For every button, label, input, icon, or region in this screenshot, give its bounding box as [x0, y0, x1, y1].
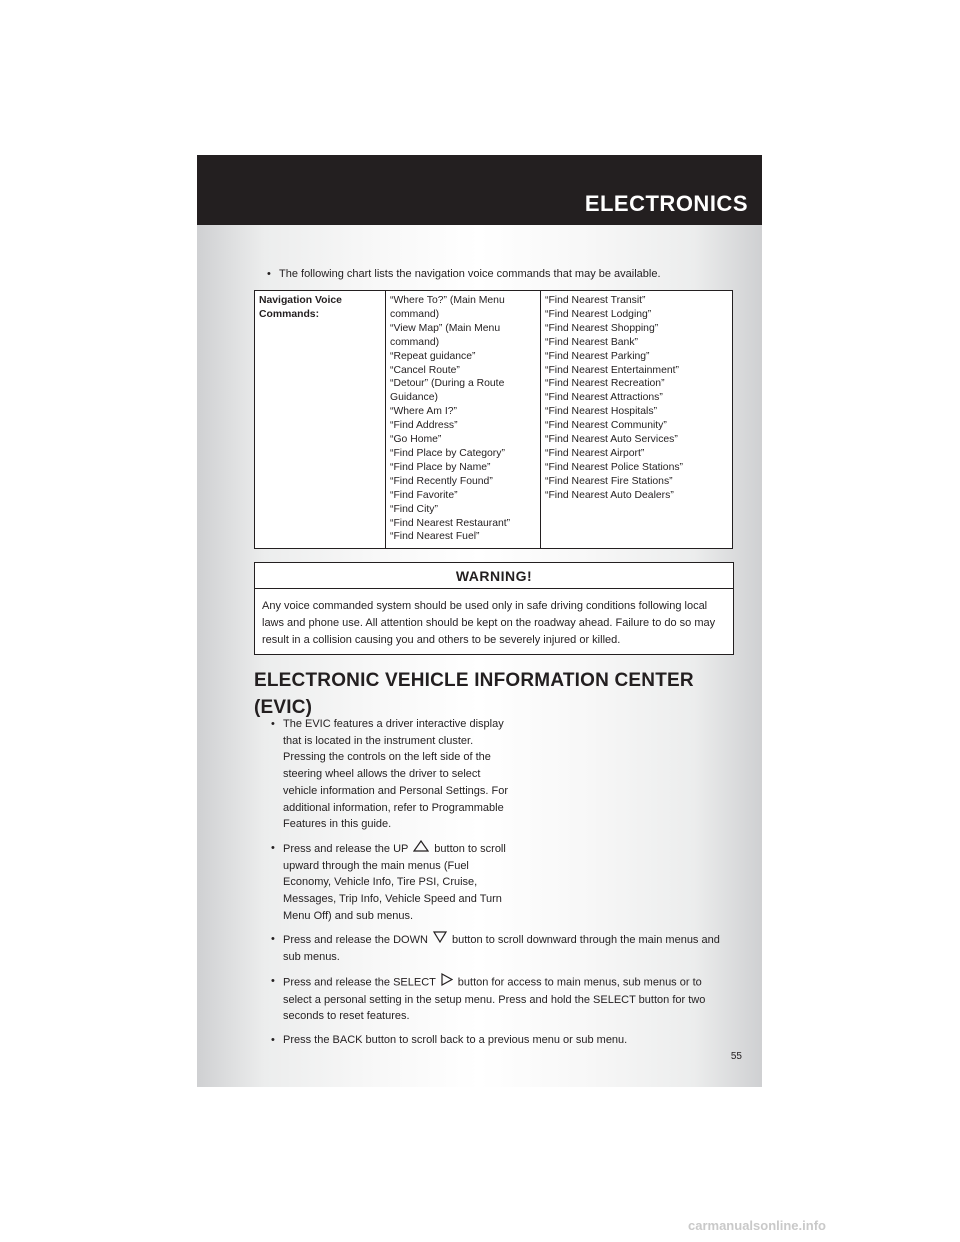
command-line: “Where Am I?”: [390, 406, 457, 418]
bullet-dot: •: [271, 718, 275, 730]
warning-body: Any voice commanded system should be used only in safe driving conditions following local laws and phone use. All attention should be kept on the roadway ahead. Failure to do so may result in a collision causing you and others to be severely injured or killed.: [262, 600, 716, 646]
command-line: “Find Nearest Entertainment”: [545, 364, 679, 376]
bullet-text: Press and release the SELECT: [283, 976, 436, 989]
command-line: “Find Nearest Recreation”: [545, 378, 665, 390]
command-line: “Cancel Route”: [390, 364, 460, 376]
watermark-footer: carmanualsonline.info: [688, 1218, 826, 1233]
section-title: [254, 667, 734, 721]
command-line: “Find Nearest Auto Services”: [545, 434, 678, 446]
command-line: “View Map” (Main Menu: [390, 322, 501, 334]
command-line: “Find Nearest Parking”: [545, 350, 650, 362]
command-line: “Where To?” (Main Menu: [390, 295, 505, 306]
command-line: “Repeat guidance”: [390, 350, 476, 362]
down-arrow-icon: [433, 931, 447, 949]
bullet-dot: •: [271, 933, 275, 946]
command-line: “Find Nearest Bank”: [545, 336, 638, 348]
command-line: “Detour” (During a Route: [390, 378, 505, 390]
command-line: “Find Favorite”: [390, 489, 458, 501]
right-arrow-icon: [441, 973, 453, 992]
command-line: “Find Nearest Restaurant”: [390, 517, 511, 529]
command-line: command): [390, 308, 440, 320]
section-title-line: ELECTRONIC VEHICLE INFORMATION CENTER: [254, 670, 694, 691]
intro-bullet: [267, 268, 661, 280]
table-label-line: Navigation Voice: [259, 295, 342, 306]
list-item: [267, 931, 727, 965]
command-line: “Find Nearest Hospitals”: [545, 406, 658, 418]
command-line: “Find Nearest Attractions”: [545, 392, 663, 404]
bullet-dot: •: [271, 841, 275, 854]
command-line: “Find Nearest Transit”: [545, 295, 646, 306]
command-line: “Find Nearest Shopping”: [545, 322, 659, 334]
bullet-dot: •: [267, 268, 271, 280]
section-header-title: ELECTRONICS: [584, 191, 748, 216]
command-line: “Find City”: [390, 503, 438, 515]
table-label-line: Commands:: [259, 308, 320, 320]
warning-box: [254, 562, 734, 655]
command-line: “Find Nearest Auto Dealers”: [545, 489, 674, 501]
command-line: “Find Address”: [390, 420, 458, 432]
voice-commands-table: [254, 290, 733, 549]
command-line: Guidance): [390, 392, 438, 404]
section-title-line: (EVIC): [254, 697, 313, 718]
command-line: command): [390, 336, 440, 348]
bullet-dot: •: [271, 1033, 275, 1046]
table-commands-column-2: [541, 291, 733, 549]
bullet-text: Press the BACK button to scroll back to a previous menu or sub menu.: [283, 1033, 628, 1046]
bullet-text: button to scroll downward through the main menus and sub menus.: [283, 934, 720, 964]
table-commands-column-1: [386, 291, 541, 549]
command-line: “Find Nearest Fire Stations”: [545, 475, 673, 487]
bullet-text: button to scroll upward through the main menus (Fuel Economy, Vehicle Info, Tire PSI, Cruise, Messages, Trip Info, Vehicle Speed and Turn Menu Off) and sub menus.: [283, 842, 506, 922]
list-item: [267, 840, 515, 925]
bullet-text: Press and release the UP: [283, 842, 409, 855]
manual-page: [197, 155, 762, 1087]
command-line: “Find Place by Name”: [390, 461, 491, 473]
bullet-text: The EVIC features a driver interactive display that is located in the instrument cluster. Pressing the controls on the left side of the steering wheel allows the driver to select vehicle information and Personal Settings. For additional information, refer to Programmable Features in this guide.: [283, 718, 509, 831]
list-item: [267, 716, 515, 833]
command-line: “Find Nearest Lodging”: [545, 308, 652, 320]
command-line: “Find Nearest Airport”: [545, 447, 645, 459]
intro-text: The following chart lists the navigation voice commands that may be available.: [279, 268, 661, 280]
command-line: “Find Nearest Fuel”: [390, 531, 480, 543]
table-label-cell: [255, 291, 386, 549]
command-line: “Go Home”: [390, 434, 442, 446]
page-number: 55: [730, 1051, 742, 1062]
bullet-dot: •: [271, 974, 275, 987]
command-line: “Find Place by Category”: [390, 447, 505, 459]
command-line: “Find Nearest Police Stations”: [545, 461, 684, 473]
header-bar: [197, 155, 762, 225]
evic-bullets: [267, 716, 727, 1056]
command-line: “Find Recently Found”: [390, 475, 493, 487]
bullet-text: button for access to main menus, sub menus or to select a personal setting in the setup menu. Press and hold the SELECT button for two seconds to reset features.: [283, 976, 706, 1023]
command-line: “Find Nearest Community”: [545, 420, 667, 432]
up-arrow-icon: [413, 840, 429, 858]
list-item: [267, 1032, 727, 1049]
list-item: [267, 973, 727, 1025]
warning-title: WARNING!: [255, 563, 733, 589]
bullet-text: Press and release the DOWN: [283, 934, 428, 947]
